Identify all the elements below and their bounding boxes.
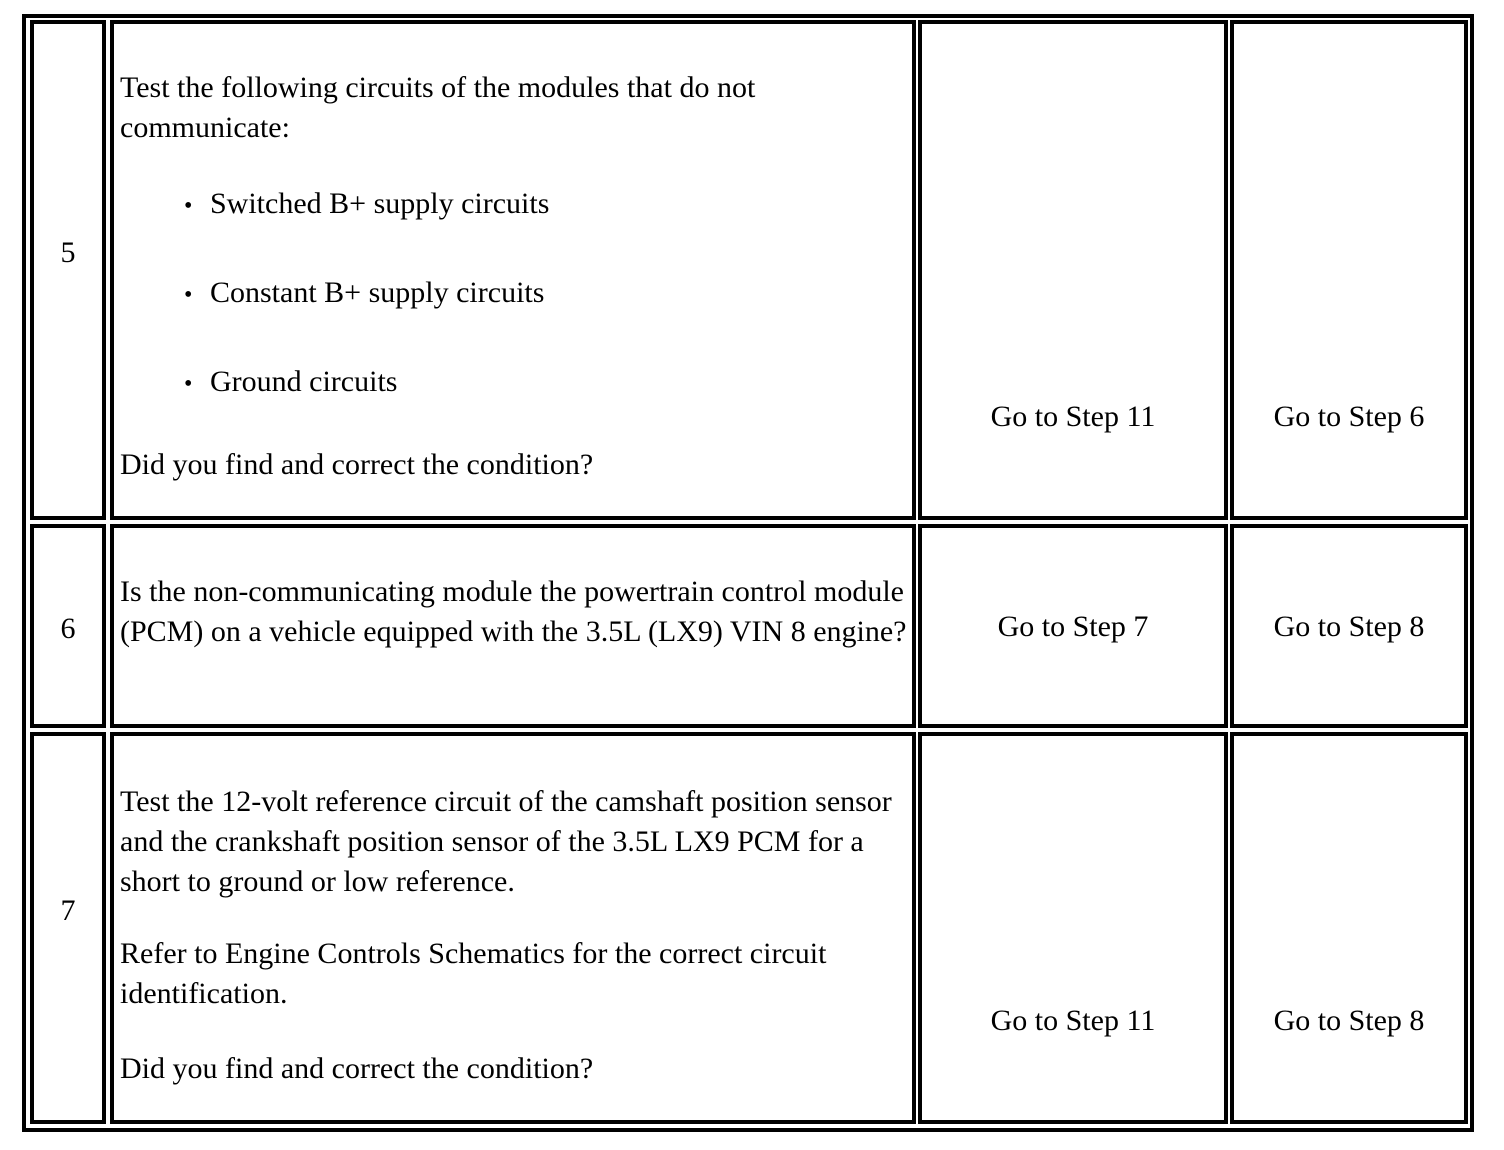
row-5-action-cell — [110, 20, 916, 520]
step-instruction: Test the following circuits of the modules that do not communicate: — [120, 71, 756, 144]
reference-text: Refer to Engine Controls Schematics for the correct circuit identification. — [120, 937, 827, 1010]
row-5-no-cell — [1230, 20, 1468, 520]
row-6-action-cell — [110, 524, 916, 728]
step-question: Did you find and correct the condition? — [120, 1052, 594, 1085]
bullet-item: • Constant B+ supply circuits — [184, 273, 544, 315]
bullet-icon: • — [184, 371, 193, 397]
bullet-item: • Ground circuits — [184, 362, 397, 404]
yes-action-text: Go to Step 11 — [990, 1004, 1156, 1037]
bullet-icon: • — [184, 282, 193, 308]
bullet-item: • Switched B+ supply circuits — [184, 184, 549, 226]
row-7-yes-cell — [918, 732, 1228, 1124]
step-question: Is the non-communicating module the powertrain control module (PCM) on a vehicle equipped with the 3.5L (LX9) VIN 8 engine? — [120, 575, 907, 648]
no-action-text: Go to Step 8 — [1273, 1004, 1425, 1037]
row-5-step-cell — [30, 20, 106, 520]
row-7-no-cell — [1230, 732, 1468, 1124]
no-action-text: Go to Step 8 — [1273, 610, 1425, 643]
row-6-step-cell — [30, 524, 106, 728]
yes-action-text: Go to Step 7 — [997, 610, 1149, 643]
row-7-action-cell — [110, 732, 916, 1124]
step-number: 6 — [60, 612, 76, 645]
step-number: 7 — [60, 894, 76, 927]
row-5-yes-cell — [918, 20, 1228, 520]
step-question: Did you find and correct the condition? — [120, 448, 594, 481]
row-6-yes-cell — [918, 524, 1228, 728]
no-action-text: Go to Step 6 — [1273, 400, 1425, 433]
row-6-no-cell — [1230, 524, 1468, 728]
bullet-icon: • — [184, 193, 193, 219]
row-7-step-cell — [30, 732, 106, 1124]
yes-action-text: Go to Step 11 — [990, 400, 1156, 433]
step-number: 5 — [60, 236, 76, 269]
step-instruction: Test the 12-volt reference circuit of the camshaft position sensor and the crankshaft position sensor of the 3.5L LX9 PCM for a short to ground or low reference. — [120, 785, 892, 898]
